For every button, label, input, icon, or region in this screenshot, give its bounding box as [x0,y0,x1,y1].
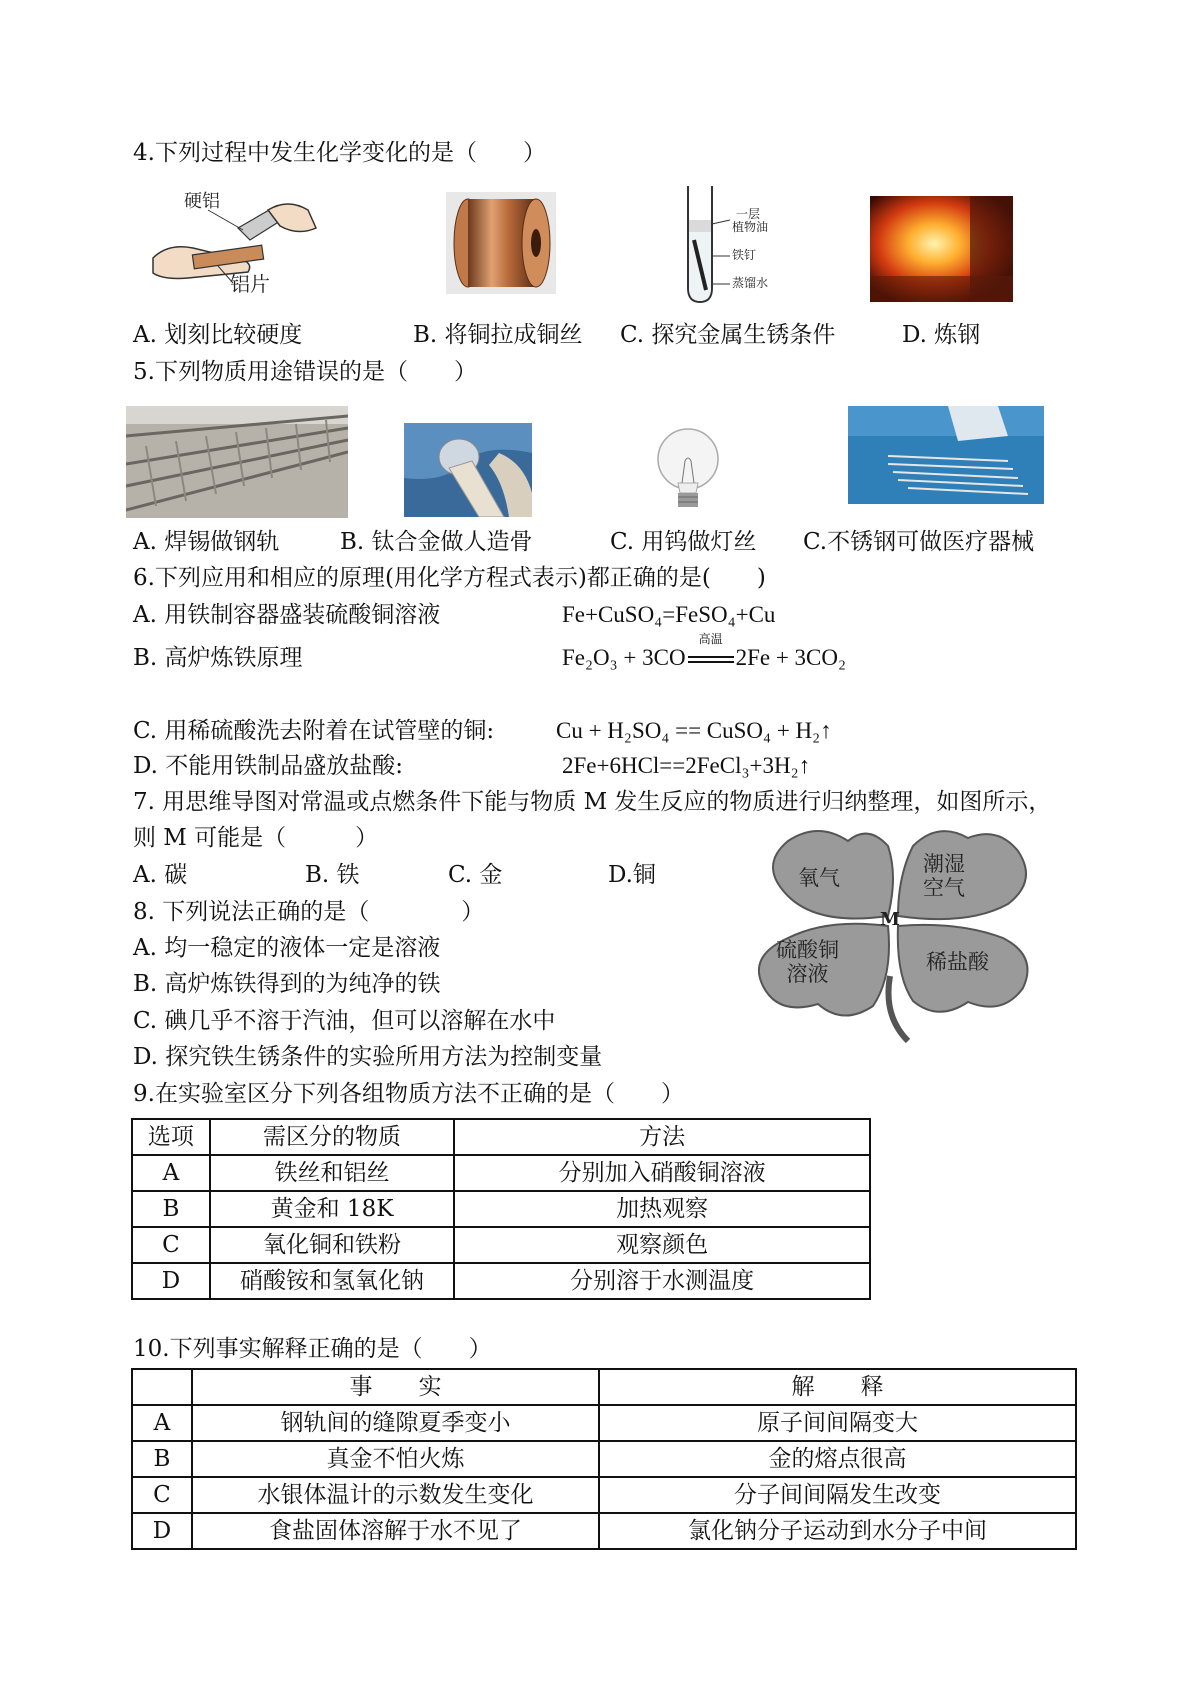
q5-option-c[interactable]: C. 用钨做灯丝 [610,529,757,555]
q5-figure-d-medical-instruments [848,406,1044,504]
q6-option-b-equation [562,632,847,673]
q5-option-b[interactable]: B. 钛合金做人造骨 [340,529,533,555]
q9-header-option: 选项 [132,1119,210,1155]
q10-header-explanation: 解 释 [599,1369,1076,1405]
q9-row-c-method: 观察颜色 [454,1227,870,1263]
q10-stem: 10.下列事实解释正确的是（ ） [133,1336,492,1362]
q5-stem: 5.下列物质用途错误的是（ ） [133,359,477,385]
q7-clover-leaf-oxygen: 氧气 [798,866,840,890]
q9-row-c-option: C [132,1227,210,1263]
q10-table-header [132,1369,1076,1405]
q6-option-c-equation: Cu + H₂SO₄ == CuSO₄ + H₂↑ [556,718,832,743]
q7-clover-center-m: M [880,909,900,930]
q4-fig-c-label-water: 蒸馏水 [732,276,769,290]
q4-option-d[interactable]: D. 炼钢 [902,322,981,348]
q4-fig-c-label-layer: 一层 [736,207,761,221]
q4-figure-a-scratch [148,188,320,300]
q4-stem: 4.下列过程中发生化学变化的是（ ） [133,140,546,166]
q4-option-c[interactable]: C. 探究金属生锈条件 [620,322,836,348]
q10-row-a-explanation: 原子间间隔变大 [599,1405,1076,1441]
q9-row-a-option: A [132,1155,210,1191]
q7-option-b[interactable]: B. 铁 [305,862,360,888]
q10-row-c-option: C [132,1477,192,1513]
q5-figure-c-light-bulb [640,425,736,515]
q7-clover-leaf-hydrochloric-acid: 稀盐酸 [926,950,989,974]
q10-row-d-option: D [132,1513,192,1549]
q9-header-method: 方法 [454,1119,870,1155]
q9-row-a-substances: 铁丝和铝丝 [210,1155,454,1191]
q10-row-b-explanation: 金的熔点很高 [599,1441,1076,1477]
q10-row-c-explanation: 分子间间隔发生改变 [599,1477,1076,1513]
q6-b-equation-left: Fe₂O₃ + 3CO [562,645,686,670]
q9-row-b-substances: 黄金和 18K [210,1191,454,1227]
q10-row-a-option: A [132,1405,192,1441]
table-row[interactable] [132,1513,1076,1549]
q4-figure-c-test-tube [668,180,800,308]
q7-option-c[interactable]: C. 金 [448,862,503,888]
q9-table-header [132,1119,870,1155]
q10-table [131,1368,1077,1550]
q9-row-c-substances: 氧化铜和铁粉 [210,1227,454,1263]
q5-option-a[interactable]: A. 焊锡做钢轨 [133,529,280,555]
q4-figure-d-steelmaking [870,196,1013,302]
q7-stem-line1: 7. 用思维导图对常温或点燃条件下能与物质 M 发生反应的物质进行归纳整理，如图所示， [133,789,1052,815]
q9-row-b-option: B [132,1191,210,1227]
q7-clover-leaf-humid-air: 潮湿 空气 [923,852,965,900]
q7-clover-leaf-copper-sulfate: 硫酸铜 溶液 [776,938,839,986]
q9-row-a-method: 分别加入硝酸铜溶液 [454,1155,870,1191]
q8-option-b[interactable]: B. 高炉炼铁得到的为纯净的铁 [133,971,441,997]
table-row[interactable] [132,1263,870,1299]
q6-b-condition-text: 高温 [698,632,723,646]
table-row[interactable] [132,1227,870,1263]
q7-option-d[interactable]: D.铜 [608,862,656,888]
q5-figure-b-artificial-bone [404,423,532,517]
q5-figure-a-rails [126,406,348,518]
q4-option-b[interactable]: B. 将铜拉成铜丝 [413,322,583,348]
q4-fig-a-label-aluminum-sheet: 铝片 [230,272,270,296]
table-row[interactable] [132,1405,1076,1441]
table-row[interactable] [132,1155,870,1191]
q6-option-a-equation: Fe+CuSO₄=FeSO₄+Cu [562,602,776,627]
q8-option-c[interactable]: C. 碘几乎不溶于汽油，但可以溶解在水中 [133,1008,556,1034]
q4-option-a[interactable]: A. 划刻比较硬度 [133,322,303,348]
q6-option-a[interactable]: A. 用铁制容器盛装硫酸铜溶液 [133,602,441,628]
q7-clover-mind-map [748,826,1038,1044]
q9-stem: 9.在实验室区分下列各组物质方法不正确的是（ ） [133,1081,684,1107]
q6-stem: 6.下列应用和相应的原理(用化学方程式表示)都正确的是( ) [133,565,766,591]
table-row[interactable] [132,1191,870,1227]
q8-option-a[interactable]: A. 均一稳定的液体一定是溶液 [133,935,441,961]
q10-header-blank [132,1369,192,1405]
q10-row-b-option: B [132,1441,192,1477]
q9-table [131,1118,871,1300]
q9-header-substances: 需区分的物质 [210,1119,454,1155]
q8-option-d[interactable]: D. 探究铁生锈条件的实验所用方法为控制变量 [133,1044,603,1070]
q6-option-d[interactable]: D. 不能用铁制品盛放盐酸: [133,753,403,779]
q6-b-equation-right: 2Fe + 3CO₂ [735,645,847,670]
q10-row-c-fact: 水银体温计的示数发生变化 [192,1477,599,1513]
q6-b-reaction-condition [686,632,736,673]
q7-stem-line2: 则 M 可能是（ ） [133,825,379,851]
q10-row-b-fact: 真金不怕火炼 [192,1441,599,1477]
q6-option-c[interactable]: C. 用稀硫酸洗去附着在试管壁的铜: [133,718,495,744]
table-row[interactable] [132,1441,1076,1477]
q9-row-d-substances: 硝酸铵和氢氧化钠 [210,1263,454,1299]
q10-row-d-fact: 食盐固体溶解于水不见了 [192,1513,599,1549]
q5-option-d[interactable]: C.不锈钢可做医疗器械 [803,529,1035,555]
q10-row-a-fact: 钢轨间的缝隙夏季变小 [192,1405,599,1441]
q10-row-d-explanation: 氯化钠分子运动到水分子中间 [599,1513,1076,1549]
q4-fig-c-label-oil: 植物油 [732,220,769,234]
q7-option-a[interactable]: A. 碳 [133,862,188,888]
q9-row-d-option: D [132,1263,210,1299]
q9-row-d-method: 分别溶于水测温度 [454,1263,870,1299]
q4-fig-c-label-nail: 铁钉 [732,248,757,262]
table-row[interactable] [132,1477,1076,1513]
q4-fig-a-label-hard-aluminum: 硬铝 [184,191,220,212]
q9-row-b-method: 加热观察 [454,1191,870,1227]
q6-option-d-equation: 2Fe+6HCl==2FeCl₃+3H₂↑ [562,753,811,778]
q8-stem: 8. 下列说法正确的是（ ） [133,899,485,925]
q10-header-fact: 事 实 [192,1369,599,1405]
q6-option-b[interactable]: B. 高炉炼铁原理 [133,645,303,671]
q4-figure-b-copper-wire [446,192,556,294]
